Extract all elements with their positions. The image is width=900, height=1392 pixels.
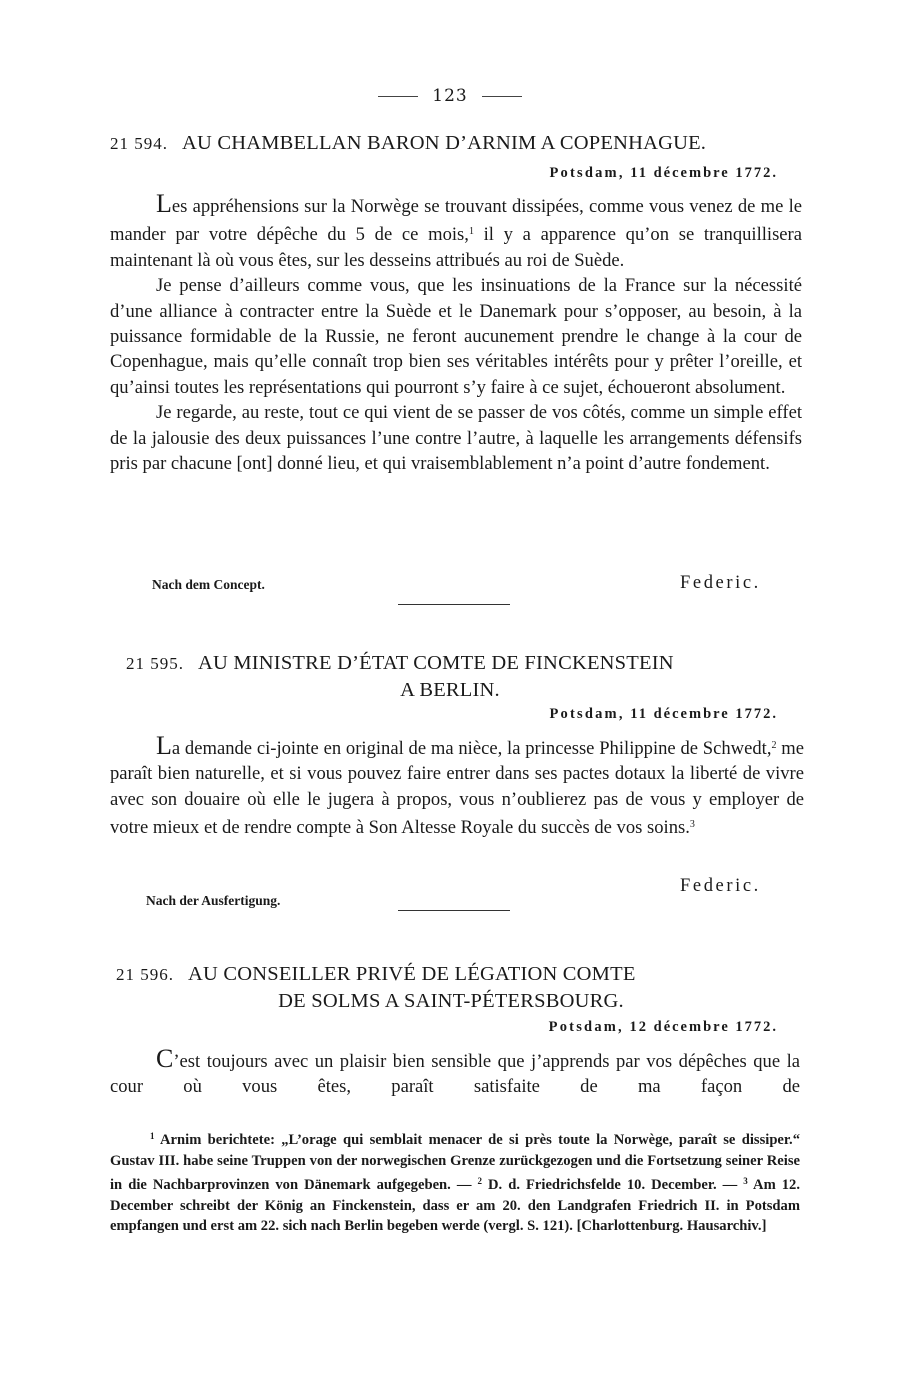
letter-heading-21596 (110, 961, 790, 1014)
page-number: 123 (0, 86, 900, 106)
letter-addressee: AU CHAMBELLAN BARON D’ARNIM A COPENHAGUE. (182, 132, 707, 154)
letter-number: 21 595. (126, 654, 184, 673)
footnote-ref[interactable]: 2 (771, 740, 777, 751)
footnotes (110, 1126, 800, 1237)
letter-number: 21 594. (110, 134, 168, 153)
letter-addressee-line2: A BERLIN. (400, 679, 500, 701)
section-divider (398, 604, 510, 605)
footnote: $^1$ Arnim berichtete: „L’orage qui semblait menacer de si près toute la Norwège, paraît se dissiper.“ Gustav III. habe seine Truppen von der norwegischen Grenze zurückgezogen und die Fortsetzung seiner Reise in die Nachbarprovinzen von Dänemark aufgegeben. — $^2$ D. d. Friedrichsfelde 10. December. — $^3$ Am 12. December schreibt der König an Finckenstein, dass er am 20. den Landgrafen Friedrich II. in Potsdam empfangen und erst am 22. sich nach Berlin begeben werde (vergl. S. 121). [Charlottenburg. Hausarchiv.] (110, 1131, 800, 1235)
paragraph: C’est toujours avec un plaisir bien sensible que j’apprends par vos dépêches que la cour où vous êtes, paraît satisfaite de ma façon de (110, 1044, 800, 1098)
source-note-21594: Nach dem Concept. (152, 577, 265, 592)
dateline-21594: Potsdam, 11 décembre 1772. (549, 165, 778, 181)
paragraph: Les appréhensions sur la Norwège se trouvant dissipées, comme vous venez de me le mander par votre dépêche du 5 de ce mois,$^1$ il y a apparence qu’on se tranquillisera maintenant là où vous êtes, sur les desseins attribués au roi de Suède. (110, 189, 803, 271)
letter-addressee: AU MINISTRE D’ÉTAT COMTE DE FINCKENSTEIN (198, 652, 674, 674)
section-divider (398, 910, 510, 911)
letter-body-21595 (110, 733, 804, 841)
signature-21595: Federic. (680, 876, 761, 896)
letter-number: 21 596. (116, 965, 174, 984)
paragraph: La demande ci-jointe en original de ma nièce, la princesse Philippine de Schwedt,$^2$ me paraît bien naturelle, et si vous pouvez faire entrer dans ses pactes dotaux la liberté de vivre avec son douaire où elle le jugera à propos, vous n’oublierez pas de vous y employer de votre mieux et de rendre compte à Son Altesse Royale du succès de vos soins.$^3$ (110, 731, 804, 839)
footnote-ref[interactable]: 3 (689, 819, 695, 831)
letter-addressee-line2: DE SOLMS A SAINT-PÉTERSBOURG. (278, 990, 624, 1012)
letter-addressee: AU CONSEILLER PRIVÉ DE LÉGATION COMTE (188, 963, 636, 985)
letter-body-21594 (110, 191, 802, 476)
footnote-ref[interactable]: 1 (468, 226, 474, 238)
source-note-21595: Nach der Ausfertigung. (146, 893, 281, 908)
paragraph: Je regarde, au reste, tout ce qui vient de se passer de vos côtés, comme un simple effet de la jalousie des deux puissances l’une contre l’autre, à laquelle les arrangements défensifs pris par chacune [ont] donné lieu, et qui vraisemblablement n’a point d’autre fondement. (110, 402, 802, 475)
dateline-21596: Potsdam, 12 décembre 1772. (548, 1019, 778, 1035)
letter-heading-21594 (110, 130, 790, 157)
letter-heading-21595 (110, 650, 790, 703)
letter-body-21596 (110, 1046, 800, 1100)
paragraph: Je pense d’ailleurs comme vous, que les insinuations de la France sur la nécessité d’une alliance à contracter entre la Suède et le Danemark pour s’opposer, au besoin, à la puissance formidable de la Russie, ne feront aucunement prendre le change à la cour de Copenhague, mais qu’elle connaît trop bien ses véritables intérêts pour y prêter l’oreille, et qu’ainsi toutes les représentations qui pourront s’y faire à ce sujet, échoueront absolument. (110, 275, 802, 398)
dateline-21595: Potsdam, 11 décembre 1772. (549, 706, 778, 722)
signature-21594: Federic. (680, 573, 761, 593)
page-number-dash-right (482, 96, 522, 97)
page-number-dash-left (378, 96, 418, 97)
